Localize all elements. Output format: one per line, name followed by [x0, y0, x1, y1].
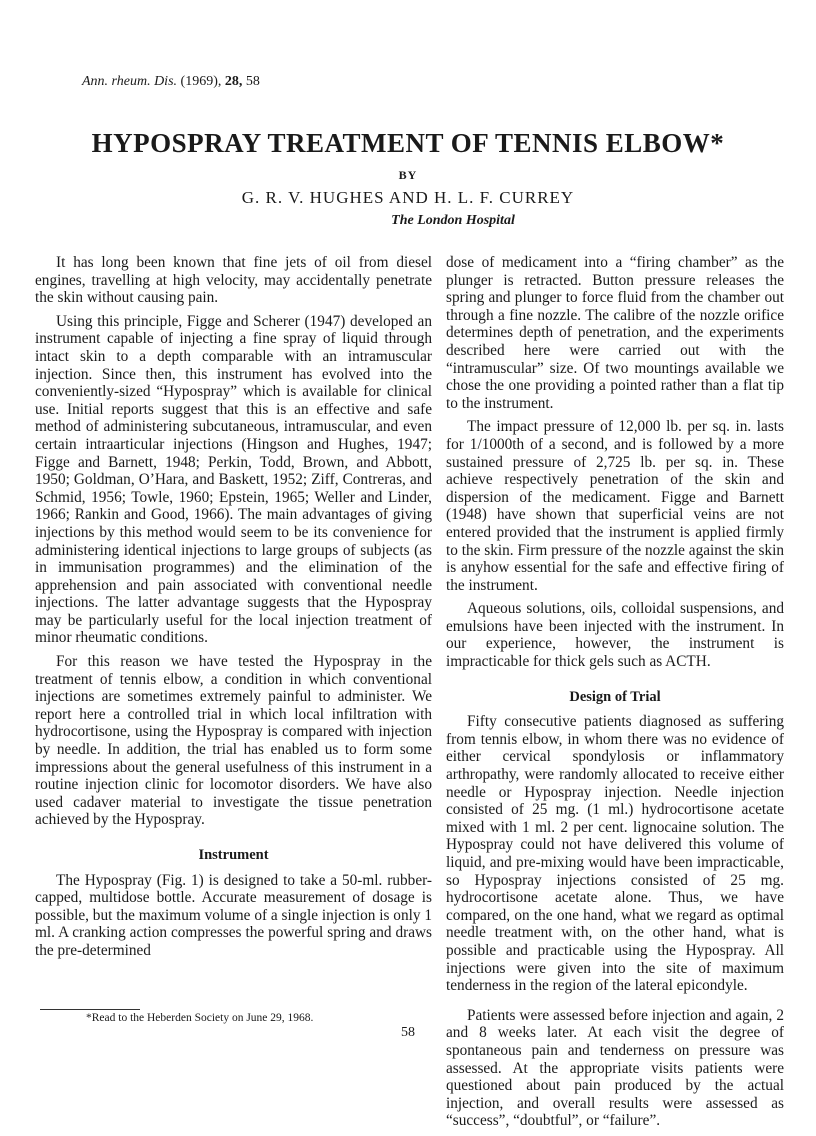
solutions-paragraph: Aqueous solutions, oils, colloidal suspensions, and emulsions have been injected with the instrument. In our experience, however, the instrument is impracticable for thick gels such as ACTH.: [446, 600, 784, 671]
footnote: *Read to the Heberden Society on June 29, 1968.: [86, 1012, 314, 1024]
journal-citation: [82, 74, 260, 90]
byline: BY: [398, 168, 418, 182]
authors: G. R. V. HUGHES AND H. L. F. CURREY: [241, 188, 575, 207]
article-title: HYPOSPRAY TREATMENT OF TENNIS ELBOW*: [91, 128, 725, 158]
intro-paragraph-3: For this reason we have tested the Hypospray in the treatment of tennis elbow, a condition in which conventional injections are sometimes extremely painful to administer. We report here a controlled trial in which local infiltration with hydrocortisone, using the Hypospray is compared with injection by needle. In addition, the trial has enabled us to form some impressions about the general usefulness of this instrument in a routine injection clinic for locomotor disorders. We have also used cadaver material to investigate the tissue penetration achieved by the Hypospray.: [35, 653, 432, 829]
design-heading: Design of Trial: [569, 688, 661, 705]
left-column: [35, 254, 432, 966]
page-number: 58: [401, 1025, 415, 1040]
affiliation: The London Hospital: [391, 213, 515, 228]
design-paragraph-2: Patients were assessed before injection and again, 2 and 8 weeks later. At each visit the degree of spontaneous pain and tenderness on pressure was assessed. At the appropriate visits patients were questioned about pain produced by the actual injection, and overall results were assessed as “success”, “doubtful”, or “failure”.: [446, 1006, 784, 1130]
journal-name: Ann. rheum. Dis.: [82, 74, 178, 89]
intro-paragraph-2: Using this principle, Figge and Scherer (1947) developed an instrument capable of injecting a fine spray of liquid through intact skin to a depth comparable with an intramuscular injection. Since then, this instrument has evolved into the conveniently-sized “Hypospray” which is available for clinical use. Initial reports suggest that this is an effective and safe method of administering subcutaneous, intramuscular, and even certain intraarticular injections (Hingson and Hughes, 1947; Figge and Barnett, 1948; Perkin, Todd, Brown, and Abbott, 1950; Goldman, O’Hara, and Baskett, 1952; Ziff, Contreras, and Schmid, 1956; Towle, 1960; Epstein, 1965; Weller and Linder, 1966; Rankin and Good, 1966). The main advantages of giving injections by this method would seem to be its convenience for administering identical injections to large groups of subjects (as in immunisation programmes) and the elimination of the apprehension and pain associated with conventional needle injections. The latter advantage suggests that the Hypospray may be particularly useful for the local injection treatment of minor rheumatic conditions.: [35, 312, 432, 647]
instrument-paragraph: The Hypospray (Fig. 1) is designed to take a 50-ml. rubber-capped, multidose bottle. Accurate measurement of dosage is possible, but the maximum volume of a single injection is only 1 ml. A cranking action compresses the powerful spring and draws the pre-determined: [35, 871, 432, 959]
footnote-rule: [40, 1009, 140, 1010]
design-paragraph-1: Fifty consecutive patients diagnosed as suffering from tennis elbow, in whom there was no evidence of either cervical spondylosis or inflammatory arthropathy, were randomly allocated to receive either needle or Hypospray injection. Needle injection consisted of 25 mg. (1 ml.) hydrocortisone acetate mixed with 1 ml. 2 per cent. lignocaine solution. The Hypospray could not have delivered this volume of liquid, and pre-mixing would have been impracticable, so Hypospray injections consisted of 25 mg. hydrocortisone acetate alone. Thus, we have compared, on the one hand, what we regard as optimal needle treatment with, on the other hand, what is possible and practicable using the Hypospray. All injections were given into the site of maximum tenderness in the region of the lateral epicondyle.: [446, 713, 784, 995]
instrument-heading: Instrument: [198, 847, 269, 863]
pressure-paragraph: The impact pressure of 12,000 lb. per sq. in. lasts for 1/1000th of a second, and is followed by a more sustained pressure of 2,725 lb. per sq. in. These achieve respectively penetration of the skin and dispersion of the medicament. Figge and Barnett (1948) have shown that superficial veins are not entered provided that the instrument is applied firmly to the skin. Firm pressure of the nozzle against the skin is anyhow essential for the safe and effective firing of the instrument.: [446, 418, 784, 594]
journal-volume: 28,: [224, 74, 243, 89]
right-column: [446, 254, 784, 1136]
journal-year: (1969),: [180, 74, 222, 89]
instrument-continuation: dose of medicament into a “firing chamber” as the plunger is retracted. Button pressure releases the spring and plunger to force fluid from the chamber out through a fine nozzle. The calibre of the nozzle orifice determines depth of penetration, and the experiments described here were carried out with the “intramuscular” size. Of two mountings available we chose the one providing a pointed rather than a flat tip to the instrument.: [446, 254, 784, 412]
intro-paragraph-1: It has long been known that fine jets of oil from diesel engines, travelling at high velocity, may accidentally penetrate the skin without causing pain.: [35, 254, 432, 307]
journal-page: 58: [245, 74, 260, 89]
